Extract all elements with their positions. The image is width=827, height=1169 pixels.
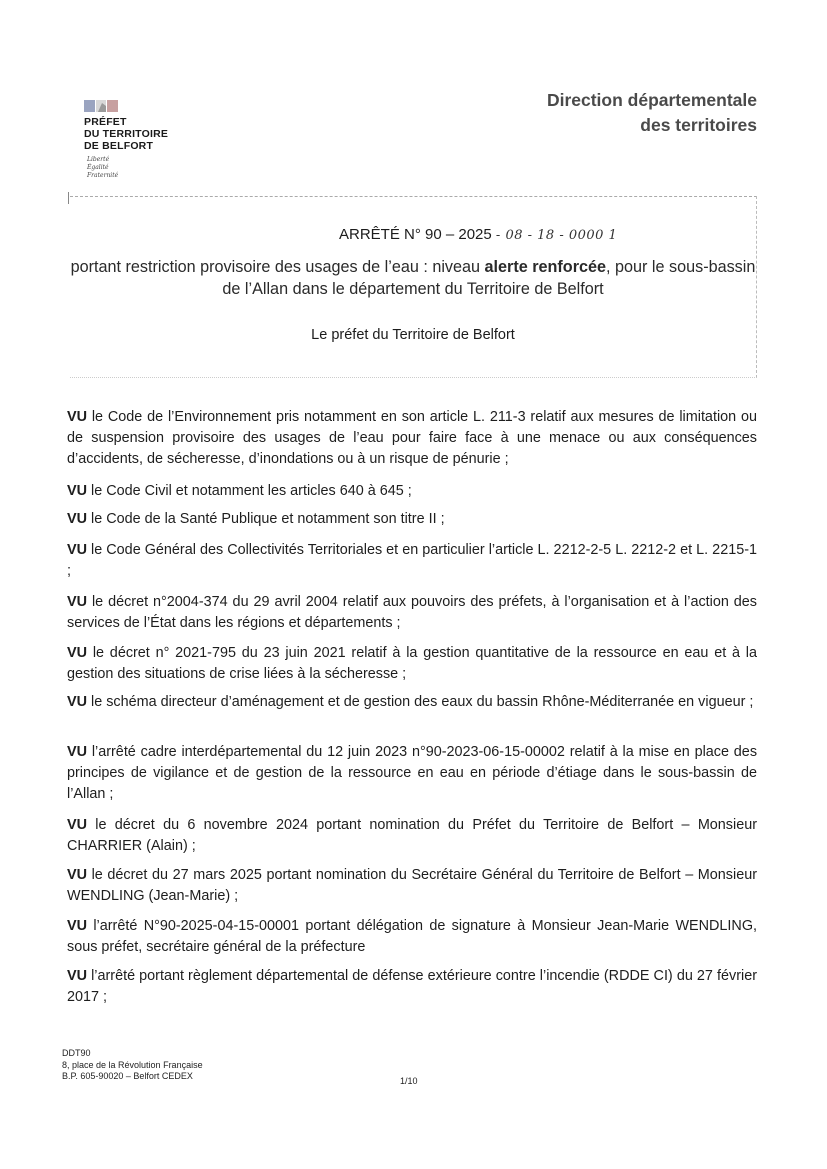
vu-paragraph [67, 865, 757, 907]
vu-label: VU [67, 918, 87, 934]
vu-label: VU [67, 694, 87, 710]
footer-address [62, 1048, 203, 1083]
page-number: 1/10 [400, 1076, 418, 1086]
logo-line-3: DE BELFORT [84, 140, 154, 152]
motto-egalite: Égalité [87, 164, 109, 171]
direction-line-2: des territoires [640, 115, 757, 135]
footer-line-1: DDT90 [62, 1048, 91, 1058]
box-corner-mark [68, 192, 69, 204]
direction-line-1: Direction départementale [546, 90, 757, 110]
vu-paragraph [67, 916, 757, 958]
vu-label: VU [67, 867, 87, 883]
footer-line-3: B.P. 605-90020 – Belfort CEDEX [62, 1071, 193, 1081]
vu-text: le Code de la Santé Publique et notamment son titre II ; [91, 511, 445, 527]
vu-paragraph [67, 815, 757, 857]
vu-text: le décret n° 2021-795 du 23 juin 2021 relatif à la gestion quantitative de la ressource en eau et à la gestion des situations de crise liées à la sécheresse ; [67, 645, 758, 682]
direction-title [547, 88, 757, 138]
vu-label: VU [67, 645, 87, 661]
vu-label: VU [67, 409, 87, 425]
vu-label: VU [67, 594, 87, 610]
vu-label: VU [67, 744, 87, 760]
vu-text: le Code Général des Collectivités Territoriales et en particulier l’article L. 2212-2-5 L. 2212-2 et L. 2215-1 ; [67, 542, 757, 579]
vu-label: VU [67, 511, 87, 527]
vu-paragraph [67, 592, 757, 634]
vu-text: l’arrêté portant règlement départemental de défense extérieure contre l’incendie (RDDE CI) du 27 février 2017 ; [67, 968, 757, 1005]
vu-label: VU [67, 817, 87, 833]
arrete-handwritten-number: - 08 - 18 - 0000 1 [495, 228, 618, 243]
vu-text: le décret n°2004-374 du 29 avril 2004 relatif aux pouvoirs des préfets, à l’organisation et à l’action des services de l’État dans les régions et départements ; [67, 594, 758, 631]
vu-paragraph [67, 540, 757, 582]
footer-line-2: 8, place de la Révolution Française [62, 1059, 203, 1070]
motto-fraternite: Fraternité [87, 172, 119, 179]
vu-label: VU [67, 483, 87, 499]
prefet-line: Le préfet du Territoire de Belfort [311, 327, 515, 343]
vu-text: le schéma directeur d’aménagement et de gestion des eaux du bassin Rhône-Méditerranée en vigueur ; [91, 694, 754, 710]
subject-bold: alerte renforcée [484, 258, 607, 276]
arrete-subject [70, 256, 756, 300]
vu-paragraph [67, 643, 757, 685]
arrete-prefix: ARRÊTÉ N° 90 – 2025 [339, 226, 496, 243]
vu-text: le décret du 6 novembre 2024 portant nomination du Préfet du Territoire de Belfort – Monsieur CHARRIER (Alain) ; [67, 817, 758, 854]
vu-paragraph [67, 407, 757, 470]
vu-paragraph [67, 966, 757, 1008]
subject-end: , pour le sous-bassin de l’Allan dans le département du Territoire de Belfort [222, 258, 756, 298]
logo-line-2: DU TERRITOIRE [84, 128, 169, 140]
logo-line-1: PRÉFET [84, 116, 127, 128]
vu-label: VU [67, 542, 87, 558]
vu-text: l’arrêté cadre interdépartemental du 12 juin 2023 n°90-2023-06-15-00002 relatif à la mise en place des principes de vigilance et de gestion de la ressource en eau en période d’étiage dans le sous-bassin de l’Allan ; [67, 744, 758, 802]
subject-start: portant restriction provisoire des usages de l’eau : niveau [70, 258, 485, 276]
vu-label: VU [67, 968, 87, 984]
vu-text: le Code Civil et notamment les articles 640 à 645 ; [91, 483, 412, 499]
vu-paragraph [67, 509, 757, 530]
motto-liberte: Liberté [87, 156, 110, 163]
vu-text: le Code de l’Environnement pris notamment en son article L. 211-3 relatif aux mesures de limitation ou de suspension provisoire des usages de l’eau pour faire face à une menace ou aux conséquences d’accidents, de sécheresse, d’inondations ou à un risque de pénurie ; [67, 409, 757, 467]
vu-paragraph [67, 742, 757, 805]
marianne-icon [84, 100, 120, 112]
vu-paragraph [67, 481, 757, 502]
arrete-number [339, 226, 617, 243]
vu-paragraph [67, 692, 757, 713]
vu-text: l’arrêté N°90-2025-04-15-00001 portant délégation de signature à Monsieur Jean-Marie WENDLING, sous préfet, secrétaire général de la préfecture [67, 918, 758, 955]
vu-text: le décret du 27 mars 2025 portant nomination du Secrétaire Général du Territoire de Belfort – Monsieur WENDLING (Jean-Marie) ; [67, 867, 757, 904]
